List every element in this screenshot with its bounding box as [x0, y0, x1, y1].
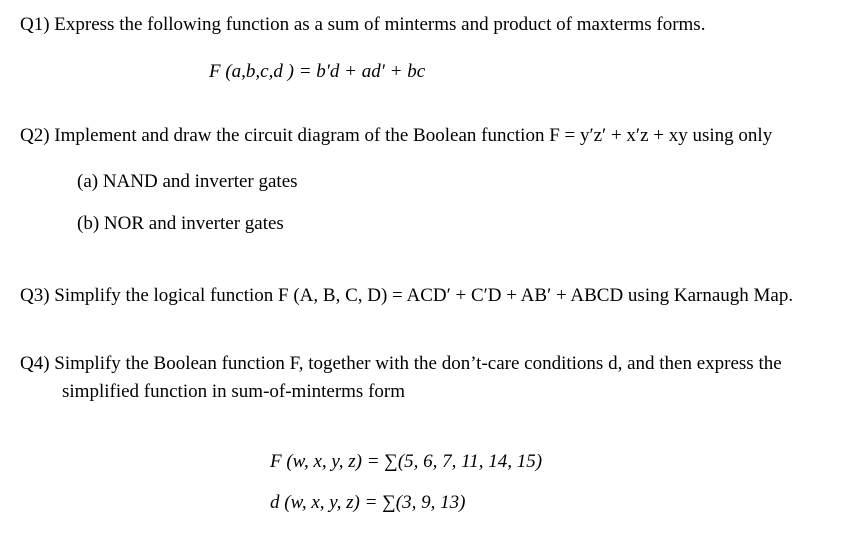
question-2-text: Q2) Implement and draw the circuit diagram of the Boolean function F = y′z′ + x′z + xy using only	[20, 125, 773, 146]
question-3-text: Q3) Simplify the logical function F (A, B, C, D) = ACD′ + C′D + AB′ + ABCD using Karnaugh Map.	[20, 285, 794, 306]
question-4-formula-d: d (w, x, y, z) = ∑(3, 9, 13)	[270, 492, 466, 513]
question-4-text-line2: simplified function in sum-of-minterms form	[62, 381, 406, 402]
question-1-text: Q1) Express the following function as a sum of minterms and product of maxterms forms.	[20, 14, 706, 35]
question-2-part-b: (b) NOR and inverter gates	[77, 213, 284, 234]
question-2-part-a: (a) NAND and inverter gates	[77, 171, 298, 192]
question-1-formula: F (a,b,c,d ) = b′d + ad′ + bc	[209, 61, 426, 82]
question-4-text-line1: Q4) Simplify the Boolean function F, together with the don’t-care conditions d, and then express the	[20, 353, 782, 374]
question-4-formula-f: F (w, x, y, z) = ∑(5, 6, 7, 11, 14, 15)	[270, 451, 543, 472]
